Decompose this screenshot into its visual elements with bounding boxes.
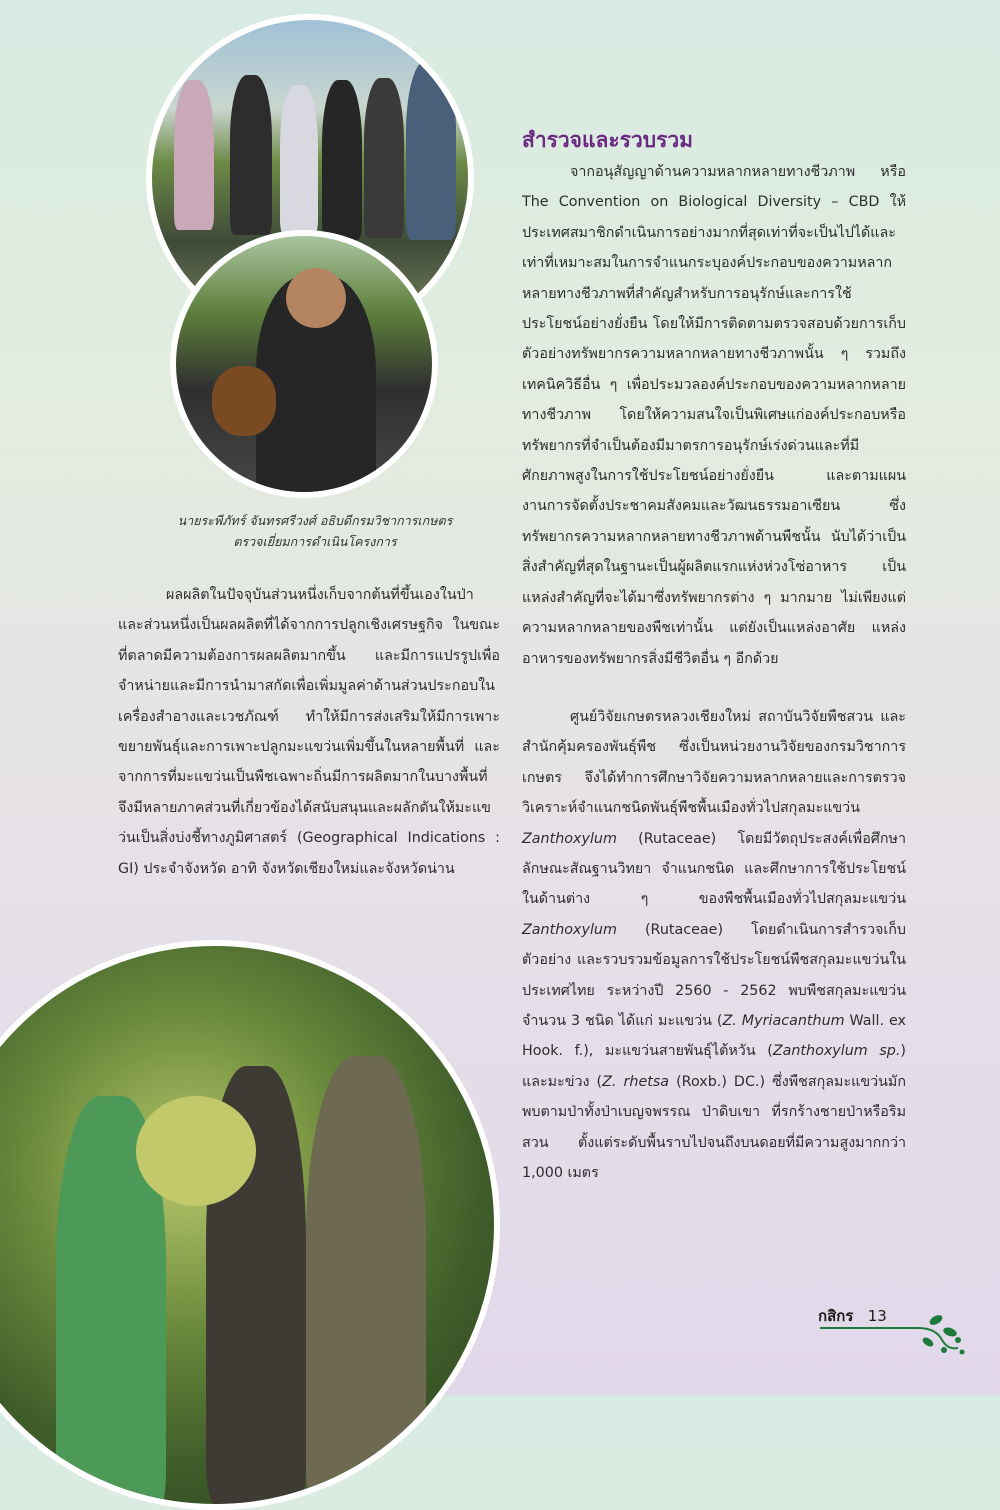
right-paragraph-1: จากอนุสัญญาด้านความหลากหลายทางชีวภาพ หรือ The Convention on Biological Diversity – CBD ให้ประเทศสมาชิกดำเนินการอย่างมากที่สุดเท่าที่จะเป็นไปได้และเท่าที่เหมาะสมในการจำแนกระบุองค์ประกอบของความหลากหลายทางชีวภาพที่สำคัญสำหรับการอนุรักษ์และการใช้ประโยชน์อย่างยั่งยืน โดยให้มีการติดตามตรวจสอบด้วยการเก็บตัวอย่างทรัพยากรความหลากหลายทางชีวภาพนั้น ๆ รวมถึงเทคนิควิธีอื่น ๆ เพื่อประมวลองค์ประกอบของความหลากหลายทางชีวภาพ โดยให้ความสนใจเป็นพิเศษแก่องค์ประกอบหรือทรัพยากรที่จำเป็นต้องมีมาตรการอนุรักษ์เร่งด่วนและที่มีศักยภาพสูงในการใช้ประโยชน์อย่างยั่งยืน และตามแผนงานการจัดตั้งประชาคมสังคมและวัฒนธรรมอาเซียน ซึ่งทรัพยากรความหลากหลายทางชีวภาพด้านพืชนั้น นับได้ว่าเป็นสิ่งสำคัญที่สุดในฐานะเป็นผู้ผลิตแรกแห่งห่วงโซ่อาหาร เป็นแหล่งสำคัญที่จะได้มาซึ่งทรัพยากรต่าง ๆ มากมาย ไม่เพียงแต่ความหลากหลายของพืชเท่านั้น แต่ยังเป็นแหล่งอาศัย แหล่งอาหารของทรัพยากรสิ่งมีชีวิตอื่น ๆ อีกด้วย: [522, 164, 906, 667]
species-name: Zanthoxylum: [522, 830, 617, 847]
vine-ornament-icon: [818, 1310, 968, 1360]
text-segment: ) และมะข่วง (: [522, 1043, 906, 1090]
text-segment: ศูนย์วิจัยเกษตรหลวงเชียงใหม่ สถาบันวิจัยพืชสวน และสำนักคุ้มครองพันธุ์พืช ซึ่งเป็นหน่วยงานวิจัยของกรมวิชาการเกษตร จึงได้ทำการศึกษาวิจัยความหลากหลายและการตรวจวิเคราะห์จำแนกชนิดพันธุ์พืชพื้นเมืองทั่วไปสกุลมะแขว่น: [522, 709, 906, 817]
caption-line-2: ตรวจเยี่ยมการดำเนินโครงการ: [233, 534, 397, 549]
text-segment: (Roxb.) DC.) ซึ่งพืชสกุลมะแขว่นมักพบตามป่าทั้งป่าเบญจพรรณ ป่าดิบเขา ที่รกร้างชายป่าหรือริมสวน ตั้งแต่ระดับพื้นราบไปจนถึงบนดอยที่มีความสูงมากกว่า 1,000 เมตร: [522, 1073, 906, 1182]
photo-director-holding-fruit: [170, 230, 438, 498]
caption-line-1: นายระพีภัทร์ จันทรศรีวงศ์ อธิบดีกรมวิชาการเกษตร: [177, 513, 453, 528]
magazine-name: กสิกร: [818, 1307, 854, 1325]
species-name: Zanthoxylum sp.: [772, 1043, 901, 1060]
species-name: Z. rhetsa: [602, 1073, 670, 1090]
species-name: Z. Myriacanthum: [722, 1013, 845, 1030]
text-segment: (Rutaceae) โดยดำเนินการสำรวจเก็บตัวอย่าง และรวบรวมข้อมูลการใช้ประโยชน์พืชสกุลมะแขว่นในประเทศไทย ระหว่างปี 2560 - 2562 พบพืชสกุลมะแขว่นจำนวน 3 ชนิด ได้แก่ มะแขว่น (: [522, 921, 906, 1030]
page-number: 13: [867, 1307, 887, 1325]
left-paragraph: ผลผลิตในปัจจุบันส่วนหนึ่งเก็บจากต้นที่ขึ้นเองในป่า และส่วนหนึ่งเป็นผลผลิตที่ได้จากการปลูกเชิงเศรษฐกิจ ในขณะที่ตลาดมีความต้องการผลผลิตมากขึ้น และมีการแปรรูปเพื่อจำหน่ายและมีการนำมาสกัดเพื่อเพิ่มมูลค่าด้านส่วนประกอบในเครื่องสำอางและเวชภัณฑ์ ทำให้มีการส่งเสริมให้มีการเพาะขยายพันธุ์และการเพาะปลูกมะแขว่นเพิ่มขึ้นในหลายพื้นที่ และจากการที่มะแขว่นเป็นพืชเฉพาะถิ่นมีการผลิตมากในบางพื้นที่ จึงมีหลายภาคส่วนที่เกี่ยวข้องได้สนับสนุนและผลักดันให้มะแขว่นเป็นสิ่งบ่งชี้ทางภูมิศาสตร์ (Geographical Indications : GI) ประจำจังหวัด อาทิ จังหวัดเชียงใหม่และจังหวัดน่าน: [118, 587, 500, 877]
photo-caption: [150, 510, 480, 552]
text-segment: Wall. ex Hook. f.), มะแขว่นสายพันธุ์ไต้หวัน (: [522, 1013, 906, 1060]
species-name: Zanthoxylum: [522, 921, 617, 938]
right-column-bottom: [522, 702, 906, 1189]
text-segment: (Rutaceae) โดยมีวัตถุประสงค์เพื่อศึกษาลักษณะสัณฐานวิทยา จำแนกชนิด และศึกษาการใช้ประโยชน์ในด้านต่าง ๆ ของพืชพื้นเมืองทั่วไปสกุลมะแขว่น: [522, 830, 906, 908]
right-column-top: [522, 157, 906, 674]
photo-field-survey-team: [0, 940, 500, 1510]
right-paragraph-2: [522, 702, 906, 1189]
section-heading: สำรวจและรวบรวม: [522, 128, 693, 152]
left-column: [118, 580, 500, 884]
